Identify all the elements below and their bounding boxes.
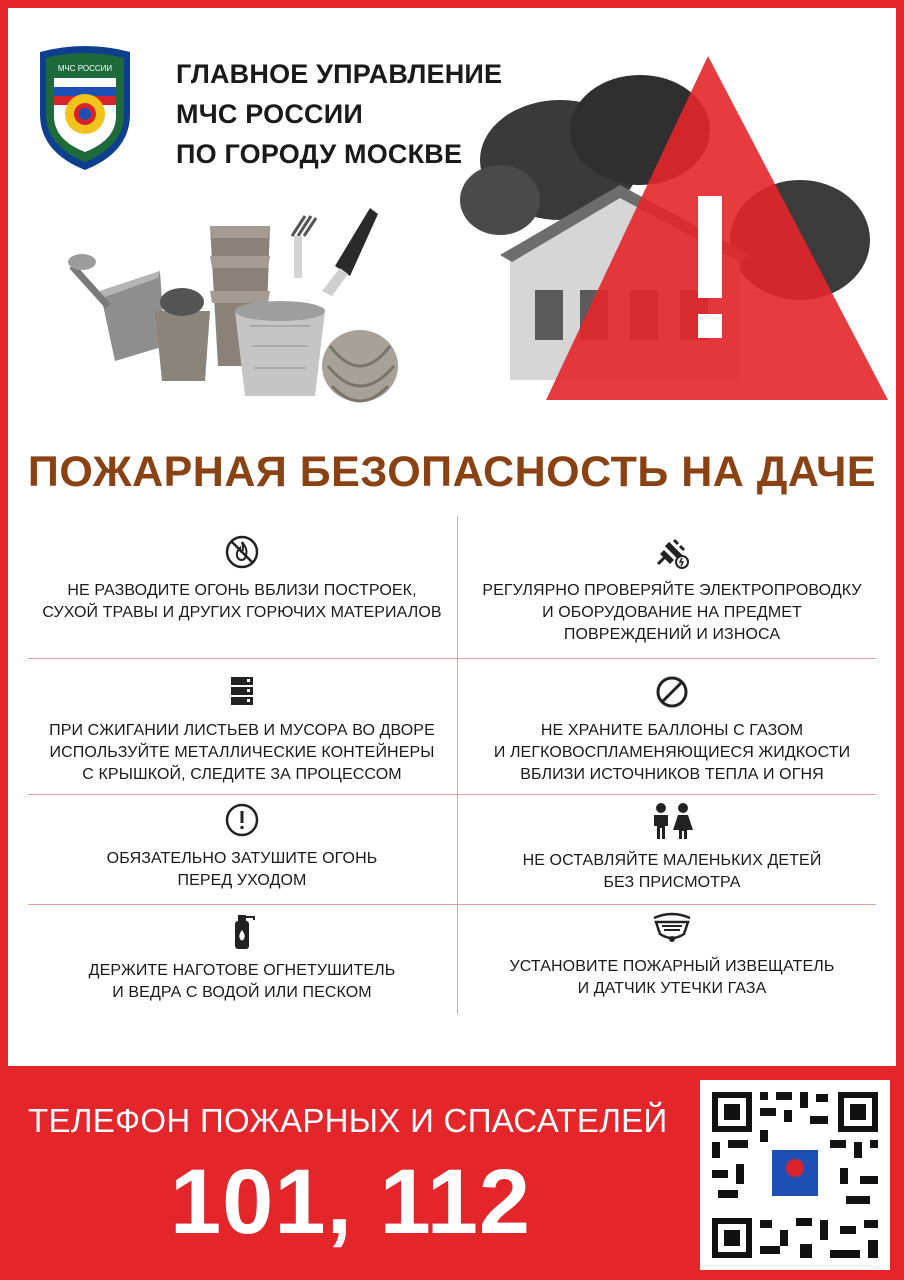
electric-plug-icon xyxy=(654,534,690,570)
rule-check-wiring xyxy=(458,534,886,646)
rule-burning-leaves xyxy=(28,674,456,786)
garden-tools-illustration xyxy=(60,196,420,416)
rule-extinguisher xyxy=(28,912,456,1004)
emergency-phone-title: ТЕЛЕФОН ПОЖАРНЫХ И СПАСАТЕЛЕЙ xyxy=(28,1102,668,1139)
org-line-2: МЧС РОССИИ xyxy=(176,99,363,129)
rule-gas-cylinders xyxy=(458,674,886,786)
exclamation-icon xyxy=(224,802,260,838)
row-divider xyxy=(28,794,876,795)
rule-text: ДЕРЖИТЕ НАГОТОВЕ ОГНЕТУШИТЕЛЬ И ВЕДРА С ВОДОЙ ИЛИ ПЕСКОМ xyxy=(88,962,396,1001)
mchs-emblem-logo xyxy=(36,44,134,172)
org-line-1: ГЛАВНОЕ УПРАВЛЕНИЕ xyxy=(176,59,503,89)
emblem-top-text: МЧС РОССИИ xyxy=(57,64,113,73)
rule-text: ОБЯЗАТЕЛЬНО ЗАТУШИТЕ ОГОНЬ ПЕРЕД УХОДОМ xyxy=(106,850,378,889)
rule-extinguish-fire xyxy=(28,802,456,892)
smoke-detector-icon xyxy=(648,912,696,946)
rule-text: УСТАНОВИТЕ ПОЖАРНЫЙ ИЗВЕЩАТЕЛЬ И ДАТЧИК УТЕЧКИ ГАЗА xyxy=(509,958,835,997)
prohibited-icon xyxy=(654,674,690,710)
page-title: ПОЖАРНАЯ БЕЗОПАСНОСТЬ НА ДАЧЕ xyxy=(27,448,877,496)
qr-code[interactable] xyxy=(700,1080,890,1270)
rule-children xyxy=(458,802,886,894)
house-warning-illustration xyxy=(440,50,896,410)
exclamation-bar xyxy=(698,196,722,298)
rule-text: ПРИ СЖИГАНИИ ЛИСТЬЕВ И МУСОРА ВО ДВОРЕ ИСПОЛЬЗУЙТЕ МЕТАЛЛИЧЕСКИЕ КОНТЕЙНЕРЫ С КРЫШКОЙ, СЛЕДИТЕ ЗА ПРОЦЕССОМ xyxy=(49,722,435,783)
rules-grid xyxy=(28,516,876,1014)
metal-container-icon xyxy=(224,674,260,710)
no-fire-icon xyxy=(224,534,260,570)
exclamation-dot xyxy=(698,314,722,338)
rule-no-fire xyxy=(28,534,456,624)
org-line-3: ПО ГОРОДУ МОСКВЕ xyxy=(176,139,463,169)
rule-text: РЕГУЛЯРНО ПРОВЕРЯЙТЕ ЭЛЕКТРОПРОВОДКУ И ОБОРУДОВАНИЕ НА ПРЕДМЕТ ПОВРЕЖДЕНИЙ И ИЗНОСА xyxy=(482,582,862,643)
children-icon xyxy=(648,802,696,840)
rule-smoke-detector xyxy=(458,912,886,1000)
emergency-phone-numbers: 101, 112 xyxy=(170,1151,532,1253)
rule-text: НЕ РАЗВОДИТЕ ОГОНЬ ВБЛИЗИ ПОСТРОЕК, СУХОЙ ТРАВЫ И ДРУГИХ ГОРЮЧИХ МАТЕРИАЛОВ xyxy=(42,582,442,621)
rule-text: НЕ ОСТАВЛЯЙТЕ МАЛЕНЬКИХ ДЕТЕЙ БЕЗ ПРИСМОТРА xyxy=(522,852,822,891)
fire-extinguisher-icon xyxy=(224,912,260,950)
row-divider xyxy=(28,658,876,659)
rule-text: НЕ ХРАНИТЕ БАЛЛОНЫ С ГАЗОМ И ЛЕГКОВОСПЛАМЕНЯЮЩИЕСЯ ЖИДКОСТИ ВБЛИЗИ ИСТОЧНИКОВ ТЕПЛА И ОГНЯ xyxy=(493,722,851,783)
row-divider xyxy=(28,904,876,905)
